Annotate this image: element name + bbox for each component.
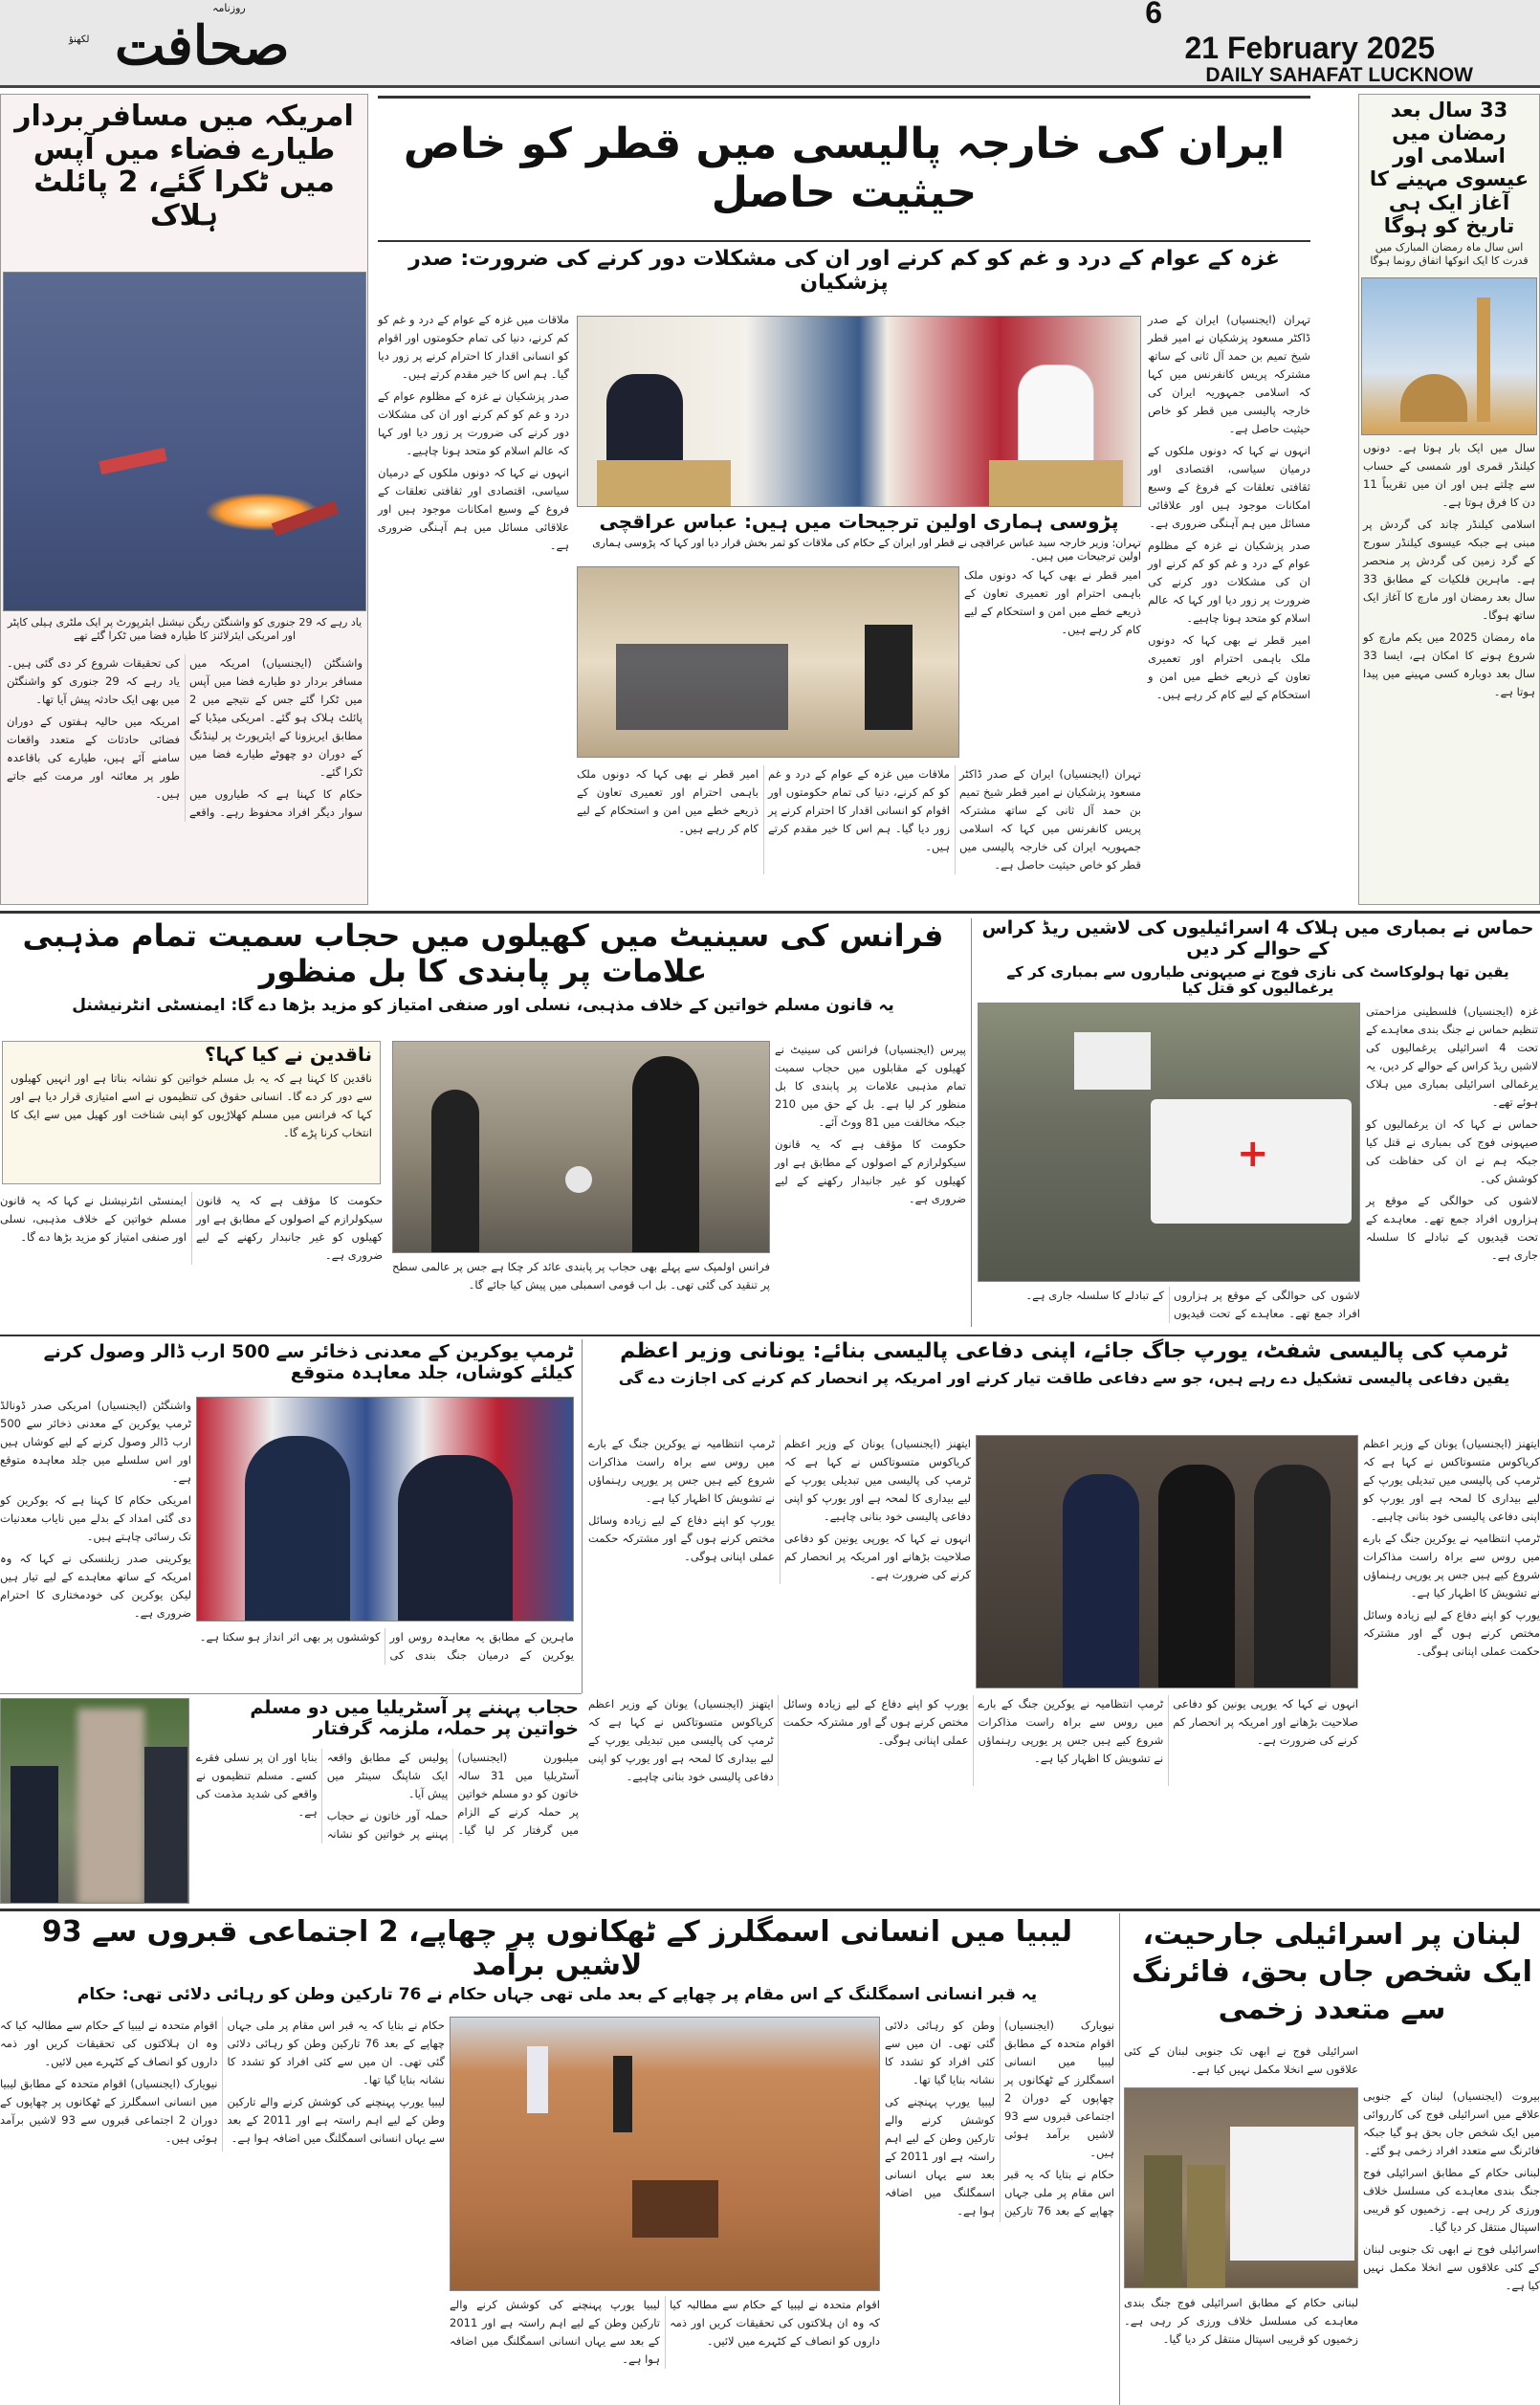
paragraph: غزہ (ایجنسیاں) فلسطینی مزاحمتی تنظیم حماس نے جنگ بندی معاہدے کے تحت 4 اسرائیلی یرغمالیوں کی لاشیں ریڈ کراس کے حوالے کر دیں، یہ یرغمالی اسرائیلی بمباری میں ہلاک ہوئے تھے۔ <box>1366 1004 1538 1109</box>
australia-arrest-photo <box>0 1698 189 1904</box>
paragraph: ایتھنز (ایجنسیاں) یونان کے وزیر اعظم کریاکوس متسوتاکس نے کہا ہے کہ ٹرمپ کی پالیسی میں تبدیلی یورپ کے لیے بیداری کا لمحہ ہے اور یورپ کو اپنی دفاعی پالیسی خود بنانی چاہیے۔ <box>784 1437 971 1523</box>
page-number: 6 <box>1145 0 1162 30</box>
red-cross-icon: + <box>1237 1132 1269 1176</box>
paragraph: حکام نے بتایا کہ یہ قبر اس مقام پر ملی جہاں چھاپے کے بعد 76 تارکین وطن کو رہائی دلائی گئی تھی۔ ان میں سے کئی افراد کو تشدد کا نشانہ بنایا گیا تھا۔ <box>885 2019 1114 2217</box>
hamas-body-bottom <box>978 1287 1360 1323</box>
ramadan-lead: اس سال ماہ رمضان المبارک میں قدرت کا ایک انوکھا اتفاق رونما ہوگا <box>1370 240 1529 267</box>
iran-inner-body <box>964 566 1141 643</box>
hamas-body <box>1366 1003 1538 1269</box>
paragraph: یورپ کو اپنے دفاع کے لیے زیادہ وسائل مختص کرنے ہوں گے اور مشترکہ حکمت عملی اپنانی ہوگی۔ <box>588 1513 775 1563</box>
hamas-subhead: یقین تھا ہولوکاسٹ کی نازی فوج نے صیہونی طیاروں سے بمباری کر کے یرغمالیوں کو قتل کیا <box>1006 963 1509 998</box>
mosque-crescent-photo <box>1361 277 1537 435</box>
lebanon-body-top <box>1124 2042 1358 2083</box>
greece-body-right <box>1363 1435 1540 1665</box>
logo-small-text: روزنامہ <box>212 2 246 14</box>
iran-body-right <box>1148 311 1310 708</box>
paragraph: ایتھنز (ایجنسیاں) یونان کے وزیر اعظم کریاکوس متسوتاکس نے کہا ہے کہ ٹرمپ کی پالیسی میں تبدیلی یورپ کے لیے بیداری کا لمحہ ہے اور یورپ کو اپنی دفاعی پالیسی خود بنانی چاہیے۔ <box>588 1697 774 1783</box>
paragraph: ایمنسٹی انٹرنیشنل نے کہا کہ یہ قانون مسلم خواتین کے خلاف مذہبی، نسلی اور صنفی امتیاز کو مزید بڑھا دے گا۔ <box>0 1194 187 1244</box>
ramadan-body <box>1359 435 1539 709</box>
paragraph: صدر پزشکیان نے غزہ کے مظلوم عوام کے درد و غم کو کم کرنے اور ان کی مشکلات دور کرنے کی ضرورت پر زور دیا اور کہا کہ عالم اسلام کو متحد ہونا چاہیے۔ <box>378 389 569 457</box>
divider <box>971 918 972 1327</box>
critics-box <box>2 1041 381 1184</box>
greek-pm-macron-photo <box>976 1435 1358 1688</box>
masthead <box>0 0 1540 88</box>
paragraph: ماہ رمضان 2025 میں یکم مارچ کو شروع ہونے کا امکان ہے، ایسا 33 سال بعد دوبارہ کسی مہینے میں پیدا ہوتا ہے۔ <box>1363 629 1535 698</box>
paragraph: لیبیا یورپ پہنچنے کی کوشش کرنے والے تارکین وطن کے لیے اہم راستہ ہے اور 2011 کے بعد سے یہاں انسانی اسمگلنگ میں اضافہ ہوا ہے۔ <box>227 2095 445 2145</box>
paragraph: نیویارک (ایجنسیاں) اقوام متحدہ کے مطابق لیبیا میں انسانی اسمگلرز کے ٹھکانوں پر چھاپوں کے دوران 2 اجتماعی قبروں سے 93 لاشیں برآمد ہوئی ہیں۔ <box>1004 2019 1114 2159</box>
paragraph: انہوں نے کہا کہ یورپی یونین کو دفاعی صلاحیت بڑھانے اور امریکہ پر انحصار کم کرنے کی ضرورت ہے۔ <box>784 1532 971 1581</box>
iran-body-left <box>378 311 569 559</box>
paragraph: حماس نے کہا کہ ان یرغمالیوں کو صیہونی فوج کی بمباری نے قتل کیا جبکہ ہم نے ان کی حفاظت کی کوشش کی۔ <box>1366 1117 1538 1185</box>
iran-headline-area <box>378 101 1310 237</box>
divider <box>0 1335 1540 1336</box>
paragraph: ملاقات میں غزہ کے عوام کے درد و غم کو کم کرنے، دنیا کی تمام حکومتوں اور اقوام کو انسانی اقدار کا احترام کرنے پر زور دیا گیا۔ ہم اس کا خیر مقدم کرتے ہیں۔ <box>768 767 950 853</box>
trump-ukraine-body-bottom <box>196 1628 574 1665</box>
paragraph: حکومت کا مؤقف ہے کہ یہ قانون سیکولرازم کے اصولوں کے مطابق ہے اور کھیلوں کو غیر جانبدار رکھنے کے لیے ضروری ہے۔ <box>775 1137 966 1205</box>
paragraph: انہوں نے کہا کہ دونوں ملکوں کے درمیان سیاسی، اقتصادی اور ثقافتی تعلقات کے فروغ کے وسیع امکانات موجود ہیں اور علاقائی مسائل میں ہم آہنگی ضروری ہے۔ <box>378 466 569 552</box>
hijab-body <box>196 1749 579 1843</box>
araghchi-meeting-photo <box>577 566 959 758</box>
france-body-right <box>775 1041 966 1212</box>
mass-grave-photo <box>450 2017 880 2291</box>
lebanon-body-bottom <box>1124 2294 1358 2352</box>
paragraph: انہوں نے کہا کہ یورپی یونین کو دفاعی صلاحیت بڑھانے اور امریکہ پر انحصار کم کرنے کی ضرورت ہے۔ <box>1173 1697 1358 1747</box>
hijab-headline: حجاب پہننے پر آسٹریلیا میں دو مسلم خواتین پر حملہ، ملزمہ گرفتار <box>250 1697 579 1739</box>
divider <box>378 96 1310 99</box>
paragraph: یوکرینی صدر زیلنسکی نے کہا کہ وہ امریکہ کے ساتھ معاہدے کے لیے تیار ہیں لیکن یوکرین کی خودمختاری کا احترام ضروری ہے۔ <box>0 1552 191 1620</box>
iran-inner-headline: پڑوسی ہماری اولین ترجیحات میں ہیں: عباس عراقچی <box>599 510 1119 533</box>
paragraph: ماہرین کے مطابق یہ معاہدہ روس اور یوکرین کے درمیان جنگ بندی کی کوششوں پر بھی اثر انداز ہو سکتا ہے۔ <box>199 1630 574 1662</box>
greece-subhead: یقین دفاعی پالیسی تشکیل دے رہے ہیں، جو سے دفاعی طاقت تیار کرنے اور امریکہ پر انحصار کم کرنے کی اجازت دے گی <box>618 1369 1510 1387</box>
paragraph: امیر قطر نے بھی کہا کہ دونوں ملک باہمی احترام اور تعمیری تعاون کے ذریعے خطے میں امن و استحکام کے لیے کام کر رہے ہیں۔ <box>1148 633 1310 701</box>
paragraph: یورپ کو اپنے دفاع کے لیے زیادہ وسائل مختص کرنے ہوں گے اور مشترکہ حکمت عملی اپنانی ہوگی۔ <box>1363 1608 1540 1658</box>
paper-name: DAILY SAHAFAT LUCKNOW <box>1205 64 1473 86</box>
paragraph: لبنانی حکام کے مطابق اسرائیلی فوج جنگ بندی معاہدے کی مسلسل خلاف ورزی کر رہی ہے۔ زخمیوں کو قریبی اسپتال منتقل کر دیا گیا۔ <box>1124 2296 1358 2346</box>
paragraph: بیروت (ایجنسیاں) لبنان کے جنوبی علاقے میں اسرائیلی فوج کی کارروائی میں ایک شخص جاں بحق ہو گیا جبکہ فائرنگ سے متعدد افراد زخمی ہو گئے۔ <box>1363 2089 1540 2157</box>
paragraph: لیبیا یورپ پہنچنے کی کوشش کرنے والے تارکین وطن کے لیے اہم راستہ ہے اور 2011 کے بعد سے یہاں انسانی اسمگلنگ میں اضافہ ہوا ہے۔ <box>450 2298 660 2366</box>
greece-body-left <box>588 1435 971 1584</box>
greece-headline: ٹرمپ کی پالیسی شفٹ، یورپ جاگ جائے، اپنی دفاعی پالیسی بنائے: یونانی وزیر اعظم <box>620 1339 1508 1363</box>
lebanon-ambulance-photo <box>1124 2087 1358 2288</box>
issue-date: 21 February 2025 <box>1184 31 1435 65</box>
iran-body-bottom <box>577 765 1141 874</box>
divider <box>0 1909 1540 1911</box>
paragraph: تہران (ایجنسیاں) ایران کے صدر ڈاکٹر مسعود پزشکیان نے امیر قطر شیخ تمیم بن حمد آل ثانی کے ساتھ مشترکہ پریس کانفرنس میں کہا کہ اسلامی جمہوریہ ایران کی خارجہ پالیسی میں قطر کو خاص حیثیت حاصل ہے۔ <box>959 767 1141 872</box>
paragraph: ٹرمپ انتظامیہ نے یوکرین جنگ کے بارے میں روس سے براہ راست مذاکرات شروع کیے ہیں جس پر یورپی رہنماؤں نے تشویش کا اظہار کیا ہے۔ <box>1363 1532 1540 1600</box>
paragraph: ٹرمپ انتظامیہ نے یوکرین جنگ کے بارے میں روس سے براہ راست مذاکرات شروع کیے ہیں جس پر یورپی رہنماؤں نے تشویش کا اظہار کیا ہے۔ <box>978 1697 1164 1765</box>
lebanon-headline: لبنان پر اسرائیلی جارحیت، ایک شخص جاں بحق، فائرنگ سے متعدد زخمی <box>1132 1918 1532 2026</box>
newspaper-logo: صحافت <box>115 14 290 77</box>
greece-body-bottom <box>588 1695 1358 1786</box>
paragraph: صدر پزشکیان نے غزہ کے مظلوم عوام کے درد و غم کو کم کرنے اور ان کی مشکلات دور کرنے کی ضرورت پر زور دیا اور کہا کہ عالم اسلام کو متحد ہونا چاہیے۔ <box>1148 539 1310 625</box>
paragraph: حملہ آور خاتون نے حجاب پہننے پر خواتین کو نشانہ بنایا اور ان پر نسلی فقرے کسے۔ مسلم تنظیموں نے واقعے کی شدید مذمت کی ہے۔ <box>196 1751 449 1841</box>
divider <box>378 240 1310 242</box>
paragraph: اقوام متحدہ نے لیبیا کے حکام سے مطالبہ کیا کہ وہ ان ہلاکتوں کی تحقیقات کریں اور ذمہ داروں کو انصاف کے کٹہرے میں لائیں۔ <box>670 2298 880 2348</box>
paragraph: نیویارک (ایجنسیاں) اقوام متحدہ کے مطابق لیبیا میں انسانی اسمگلرز کے ٹھکانوں پر چھاپوں کے دوران 2 اجتماعی قبروں سے 93 لاشیں برآمد ہوئی ہیں۔ <box>0 2077 218 2145</box>
red-cross-handover-photo <box>978 1003 1360 1282</box>
trump-ukraine-body-right <box>0 1397 191 1626</box>
paragraph: حکومت کا مؤقف ہے کہ یہ قانون سیکولرازم کے اصولوں کے مطابق ہے اور کھیلوں کو غیر جانبدار رکھنے کے لیے ضروری ہے۔ <box>196 1194 383 1262</box>
critics-box-body: ناقدین کا کہنا ہے کہ یہ بل مسلم خواتین کو نشانہ بناتا ہے اور انہیں کھیلوں سے دور کر دے گا۔ انسانی حقوق کی تنظیموں نے اسے امتیازی قرار دیا ہے اور کہا کہ فرانس میں مسلم کھلاڑیوں کو اپنی شناخت اور کھیل میں سے ایک کا انتخاب کرنا پڑے گا۔ <box>11 1071 372 1139</box>
paragraph: اسرائیلی فوج نے ابھی تک جنوبی لبنان کے کئی علاقوں سے انخلا مکمل نہیں کیا ہے۔ <box>1124 2044 1358 2076</box>
divider <box>0 1693 582 1694</box>
paragraph: لاشوں کی حوالگی کے موقع پر ہزاروں افراد جمع تھے۔ معاہدے کے تحت قیدیوں کے تبادلے کا سلسلہ جاری ہے۔ <box>1025 1289 1360 1320</box>
paragraph: امیر قطر نے بھی کہا کہ دونوں ملک باہمی احترام اور تعمیری تعاون کے ذریعے خطے میں امن و استحکام کے لیے کام کر رہے ہیں۔ <box>577 767 759 835</box>
france-subhead: یہ قانون مسلم خواتین کے خلاف مذہبی، نسلی اور صنفی امتیاز کو مزید بڑھا دے گا: ایمنسٹی انٹرنیشنل <box>72 996 894 1015</box>
plane-collision-photo <box>3 272 366 611</box>
plane-caption: یاد رہے کہ 29 جنوری کو واشنگٹن ریگن نیشنل ایئرپورٹ پر ایک ملٹری ہیلی کاپٹر اور امریکی ایئرلائنز کا طیارہ فضا میں ٹکرا گئے تھے <box>7 616 363 642</box>
paragraph: ایتھنز (ایجنسیاں) یونان کے وزیر اعظم کریاکوس متسوتاکس نے کہا ہے کہ ٹرمپ کی پالیسی میں تبدیلی یورپ کے لیے بیداری کا لمحہ ہے اور یورپ کو اپنی دفاعی پالیسی خود بنانی چاہیے۔ <box>1363 1437 1540 1523</box>
paragraph: اسرائیلی فوج نے ابھی تک جنوبی لبنان کے کئی علاقوں سے انخلا مکمل نہیں کیا ہے۔ <box>1363 2242 1540 2292</box>
ramadan-story <box>1358 94 1540 905</box>
paragraph: حکام کا کہنا ہے کہ طیاروں میں سوار دیگر افراد محفوظ رہے۔ واقعے کی تحقیقات شروع کر دی گئی ہیں۔ یاد رہے کہ 29 جنوری کو واشنگٹن میں بھی ایک حادثہ پیش آیا تھا۔ <box>7 656 363 819</box>
plane-story <box>0 94 368 905</box>
divider <box>0 911 1540 914</box>
libya-body-left <box>0 2017 445 2151</box>
hamas-headline: حماس نے بمباری میں ہلاک 4 اسرائیلیوں کی لاشیں ریڈ کراس کے حوالے کر دیں <box>981 917 1534 960</box>
critics-box-title: ناقدین نے کیا کہا؟ <box>204 1043 372 1066</box>
paragraph: یورپ کو اپنے دفاع کے لیے زیادہ وسائل مختص کرنے ہوں گے اور مشترکہ حکمت عملی اپنانی ہوگی۔ <box>782 1697 969 1747</box>
france-body-left-bottom <box>0 1192 383 1265</box>
paragraph: اقوام متحدہ نے لیبیا کے حکام سے مطالبہ کیا کہ وہ ان ہلاکتوں کی تحقیقات کریں اور ذمہ داروں کو انصاف کے کٹہرے میں لائیں۔ <box>0 2019 218 2068</box>
lebanon-body-right <box>1363 2087 1540 2299</box>
paragraph: لبنانی حکام کے مطابق اسرائیلی فوج جنگ بندی معاہدے کی مسلسل خلاف ورزی کر رہی ہے۔ زخمیوں کو قریبی اسپتال منتقل کر دیا گیا۔ <box>1363 2166 1540 2234</box>
trump-ukraine-headline: ٹرمپ یوکرین کے معدنی ذخائر سے 500 ارب ڈالر وصول کرنے کیلئے کوشاں، جلد معاہدہ متوقع <box>43 1341 574 1383</box>
paragraph: ملاقات میں غزہ کے عوام کے درد و غم کو کم کرنے، دنیا کی تمام حکومتوں اور اقوام کو انسانی اقدار کا احترام کرنے پر زور دیا گیا۔ ہم اس کا خیر مقدم کرتے ہیں۔ <box>378 313 569 381</box>
iran-headline: ایران کی خارجہ پالیسی میں قطر کو خاص حیثیت حاصل <box>403 120 1286 217</box>
trump-putin-photo <box>196 1397 574 1622</box>
france-body-under <box>392 1258 770 1298</box>
paragraph: امریکی حکام کا کہنا ہے کہ یوکرین کو دی گئی امداد کے بدلے میں نایاب معدنیات تک رسائی چاہتے ہیں۔ <box>0 1493 191 1543</box>
plane-body <box>7 654 363 822</box>
paragraph: تہران (ایجنسیاں) ایران کے صدر ڈاکٹر مسعود پزشکیان نے امیر قطر شیخ تمیم بن حمد آل ثانی کے ساتھ مشترکہ پریس کانفرنس میں کہا کہ اسلامی جمہوریہ ایران کی خارجہ پالیسی میں قطر کو خاص حیثیت حاصل ہے۔ <box>1148 313 1310 435</box>
divider <box>582 1339 583 1693</box>
paragraph: لیبیا یورپ پہنچنے کی کوشش کرنے والے تارکین وطن کے لیے اہم راستہ ہے اور 2011 کے بعد سے یہاں انسانی اسمگلنگ میں اضافہ ہوا ہے۔ <box>885 2095 995 2217</box>
paragraph: پیرس (ایجنسیاں) فرانس کی سینیٹ نے کھیلوں کے مقابلوں میں حجاب سمیت تمام مذہبی علامات پر پابندی کا بل منظور کر لیا ہے۔ بل کے حق میں 210 جبکہ مخالفت میں 81 ووٹ آئے۔ <box>775 1043 966 1129</box>
libya-body-right <box>885 2017 1114 2222</box>
paragraph: میلبورن (ایجنسیاں) آسٹریلیا میں 31 سالہ خاتون کو دو مسلم خواتین پر حملہ کرنے کے الزام میں گرفتار کر لیا گیا۔ پولیس کے مطابق واقعہ ایک شاپنگ سینٹر میں پیش آیا۔ <box>326 1751 579 1837</box>
libya-subhead: یہ قبر انسانی اسمگلنگ کے اس مقام پر چھاپے کے بعد ملی تھی جہاں حکام نے 76 تارکین وطن کو رہائی دلائی تھی: حکام <box>77 1985 1038 2004</box>
pezeshkian-emir-photo <box>577 316 1141 507</box>
paragraph: حکام نے بتایا کہ یہ قبر اس مقام پر ملی جہاں چھاپے کے بعد 76 تارکین وطن کو رہائی دلائی گئی تھی۔ ان میں سے کئی افراد کو تشدد کا نشانہ بنایا گیا تھا۔ <box>227 2019 445 2086</box>
paragraph: واشنگٹن (ایجنسیاں) امریکی صدر ڈونالڈ ٹرمپ یوکرین کے معدنی ذخائر سے 500 ارب ڈالر وصول کرنے کے لیے کوشاں ہیں اور اس سلسلے میں جلد معاہدہ متوقع ہے۔ <box>0 1399 191 1485</box>
iran-inner-lead: تہران: وزیر خارجہ سید عباس عراقچی نے قطر اور ایران کے حکام کی ملاقات کو ثمر بخش قرار دیا اور کہا کہ پڑوسی ہماری اولین ترجیحات میں ہیں۔ <box>592 537 1141 563</box>
divider <box>1119 1913 1120 2405</box>
paragraph: امریکہ میں حالیہ ہفتوں کے دوران فضائی حادثات کے متعدد واقعات سامنے آئے ہیں، طیارے کی باقاعدہ طور پر معائنہ اور مرمت کیے جاتے ہیں۔ <box>7 715 180 801</box>
paragraph: انہوں نے کہا کہ دونوں ملکوں کے درمیان سیاسی، اقتصادی اور ثقافتی تعلقات کے فروغ کے وسیع امکانات موجود ہیں اور علاقائی مسائل میں ہم آہنگی ضروری ہے۔ <box>1148 444 1310 530</box>
paragraph: اسلامی کیلنڈر چاند کی گردش پر مبنی ہے جبکہ عیسوی کیلنڈر سورج کے گرد زمین کی گردش پر منحصر ہے۔ ماہرین فلکیات کے مطابق 33 سال بعد رمضان اور مارچ کا آغاز ایک ساتھ ہوگا۔ <box>1363 517 1535 622</box>
logo-city-text: لکھنؤ <box>69 34 90 45</box>
ramadan-headline: 33 سال بعد رمضان میں اسلامی اور عیسوی مہینے کا آغاز ایک ہی تاریخ کو ہوگا <box>1369 99 1529 237</box>
libya-body-bottom <box>450 2296 880 2369</box>
paragraph: ٹرمپ انتظامیہ نے یوکرین جنگ کے بارے میں روس سے براہ راست مذاکرات شروع کیے ہیں جس پر یورپی رہنماؤں نے تشویش کا اظہار کیا ہے۔ <box>588 1437 775 1505</box>
plane-headline: امریکہ میں مسافر بردار طیارے فضاء میں آپس میں ٹکرا گئے، 2 پائلٹ ہلاک <box>14 99 354 232</box>
libya-headline: لیبیا میں انسانی اسمگلرز کے ٹھکانوں پر چھاپے، 2 اجتماعی قبروں سے 93 لاشیں برآمد <box>41 1915 1073 1982</box>
hijab-football-photo <box>392 1041 770 1253</box>
paragraph: فرانس اولمپک سے پہلے بھی حجاب پر پابندی عائد کر چکا ہے جس پر عالمی سطح پر تنقید کی گئی تھی۔ بل اب قومی اسمبلی میں پیش کیا جائے گا۔ <box>392 1260 770 1291</box>
paragraph: سال میں ایک بار ہوتا ہے۔ دونوں کیلنڈر قمری اور شمسی کے حساب سے چلتے ہیں اور ان میں تقریباً 11 دن کا فرق ہوتا ہے۔ <box>1363 440 1535 509</box>
iran-subhead: غزہ کے عوام کے درد و غم کو کم کرنے اور ان کی مشکلات دور کرنے کی ضرورت: صدر پزشکیان <box>408 247 1280 296</box>
france-headline: فرانس کی سینیٹ میں کھیلوں میں حجاب سمیت تمام مذہبی علامات پر پابندی کا بل منظور <box>22 917 944 989</box>
paragraph: واشنگٹن (ایجنسیاں) امریکہ میں مسافر بردار دو طیارے فضا میں آپس میں ٹکرا گئے جس کے نتیجے میں 2 پائلٹ ہلاک ہو گئے۔ امریکی میڈیا کے مطابق ایریزونا کے ایئرپورٹ پر لینڈنگ کے دوران دو چھوٹے طیارے فضا میں ٹکرا گئے۔ <box>189 656 363 779</box>
paragraph: امیر قطر نے بھی کہا کہ دونوں ملک باہمی احترام اور تعمیری تعاون کے ذریعے خطے میں امن و استحکام کے لیے کام کر رہے ہیں۔ <box>964 568 1141 636</box>
paragraph: لاشوں کی حوالگی کے موقع پر ہزاروں افراد جمع تھے۔ معاہدے کے تحت قیدیوں کے تبادلے کا سلسلہ جاری ہے۔ <box>1366 1194 1538 1262</box>
